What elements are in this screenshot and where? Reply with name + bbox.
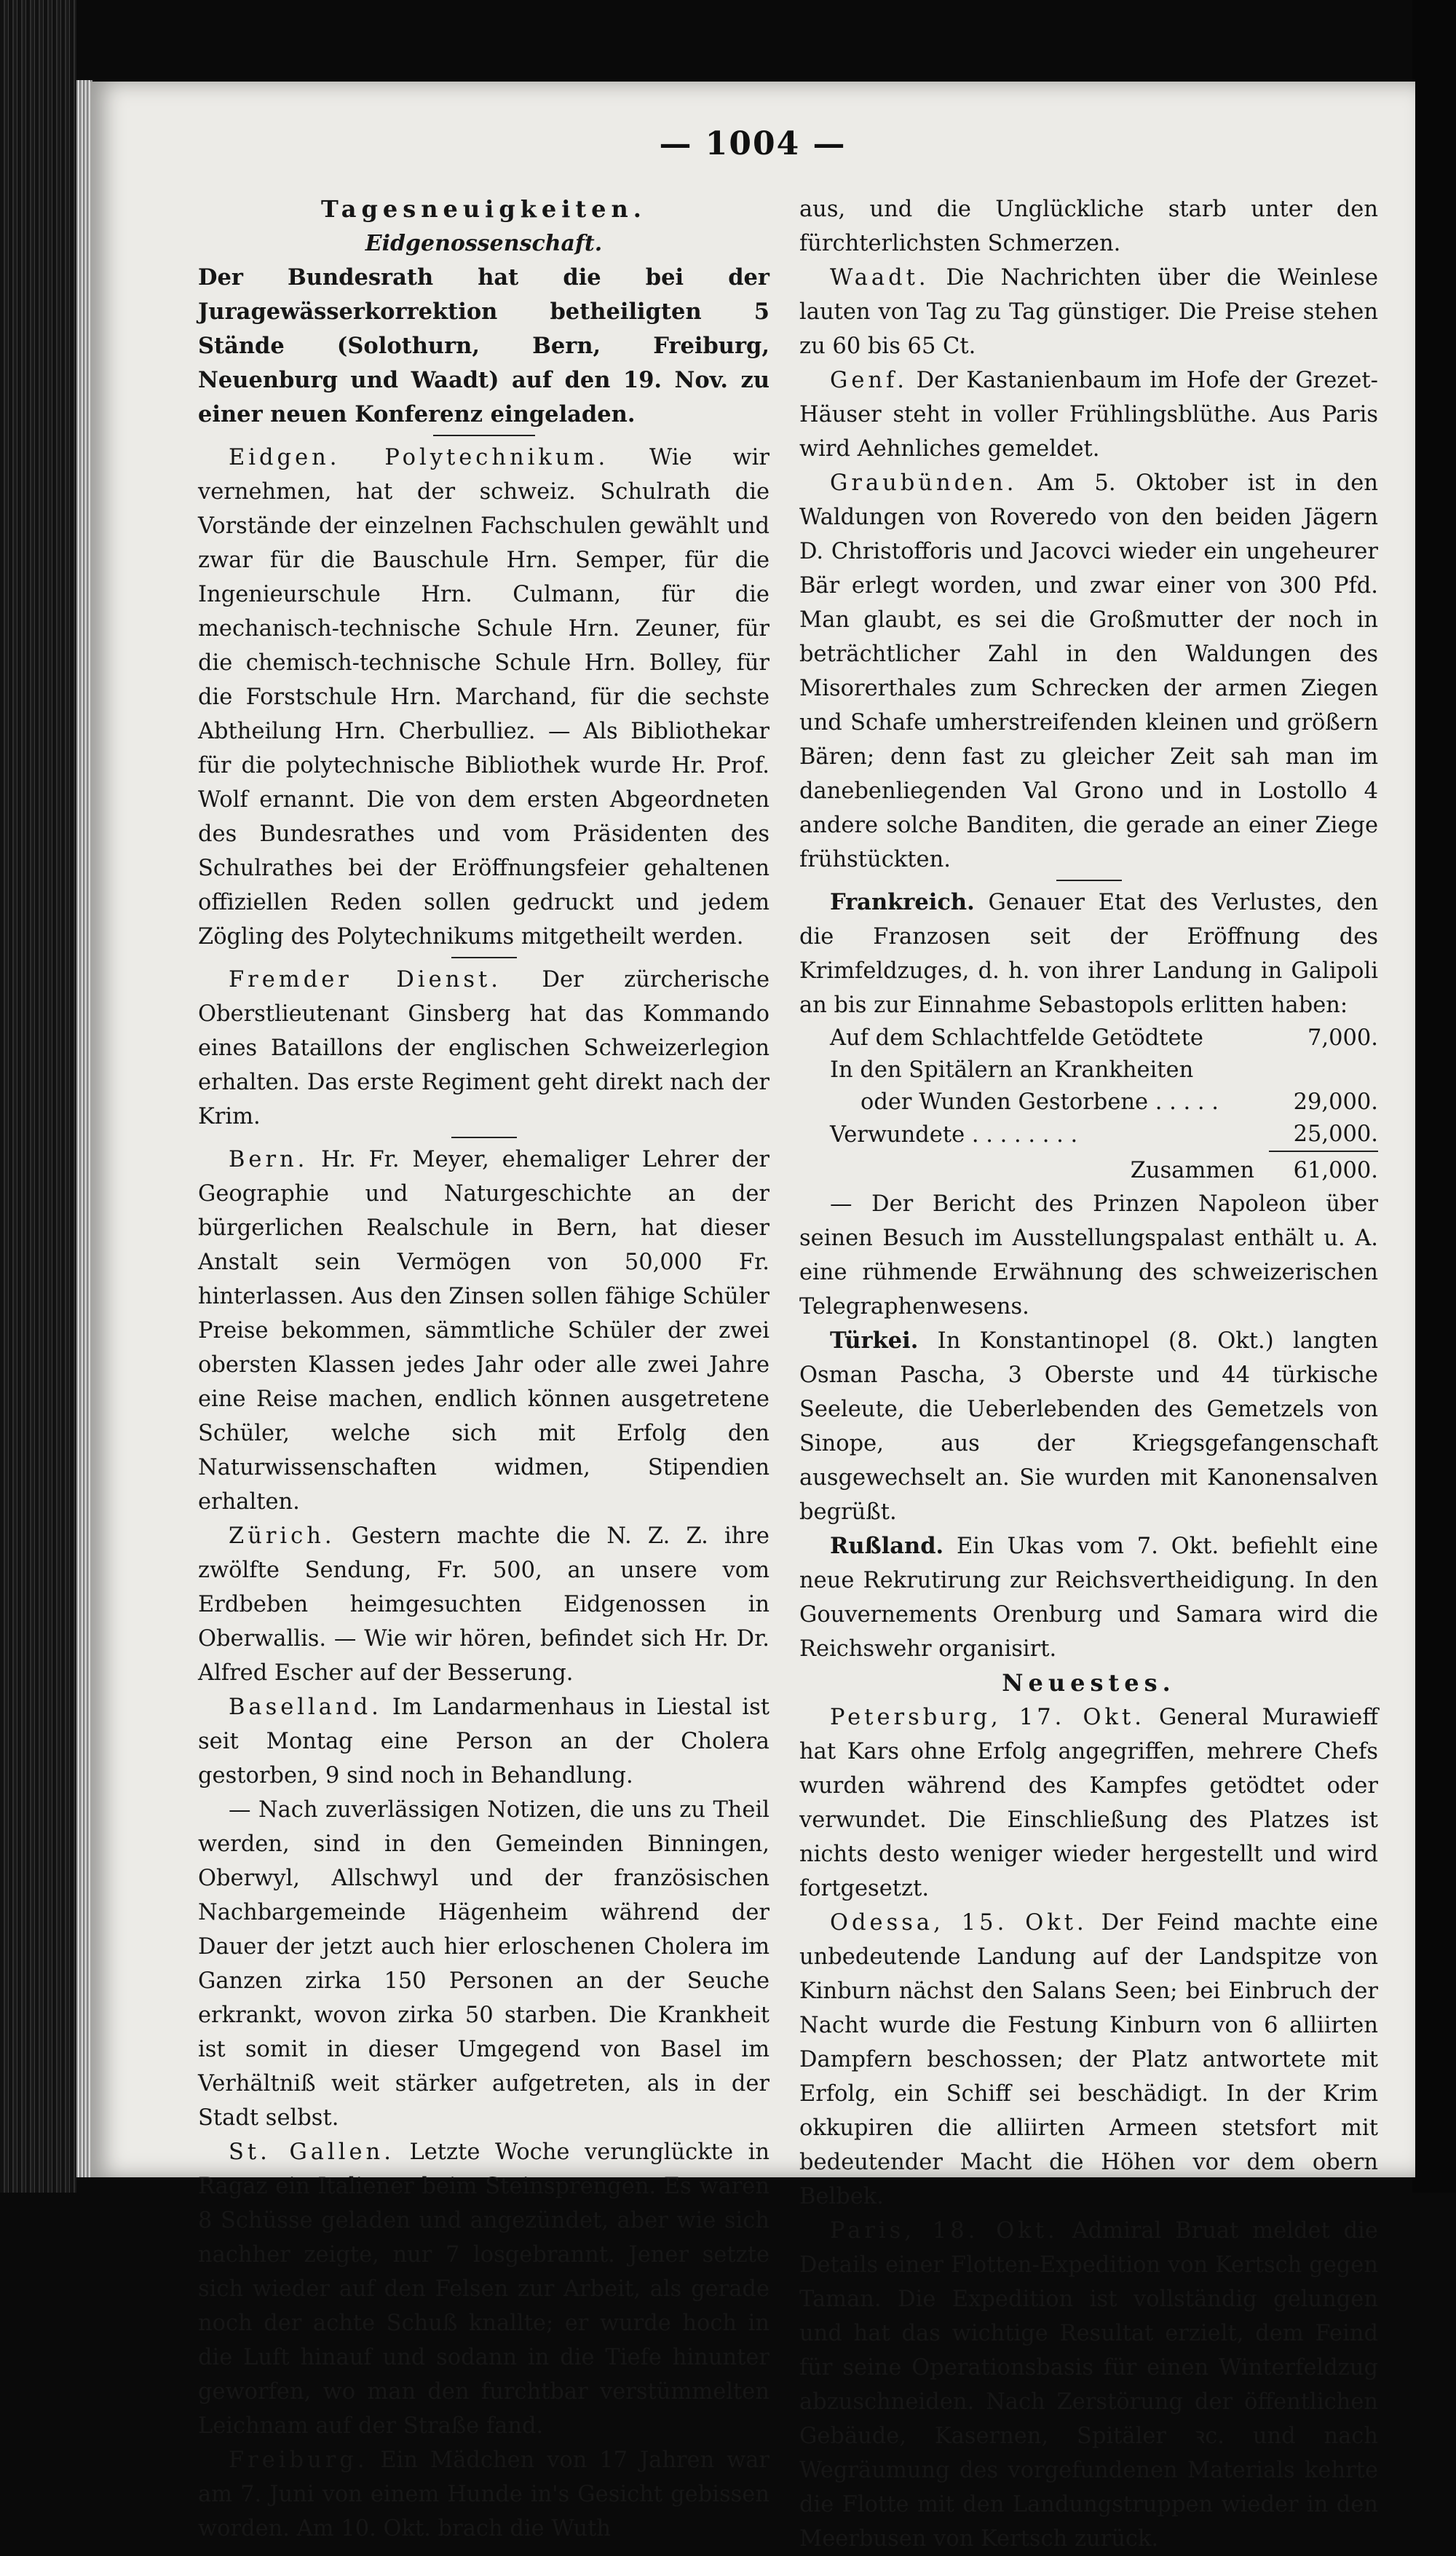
article-paris xyxy=(799,2214,1378,2556)
article-body: Admiral Bruat meldet die Details einer Flotten-Expedition von Kertsch gegen Taman. Die Expedition ist vollständig gelungen und hat das wichtige Resultat erzielt, dem Feind für seine Operationsbasis für einen Winterfeldzug abzuschneiden. Nach Zerstörung der öffentlichen Gebäude, Kasernen, Spitäler ꝛc. und nach Wegräumung des vorgefundenen Materials kehrte die Flotte mit den Landungstruppen wieder in den Meerbusen von Kertsch zurück. xyxy=(799,2218,1378,2552)
article-lead: Graubünden. xyxy=(830,470,1018,496)
article-waadt xyxy=(799,261,1378,363)
article-russland xyxy=(799,1529,1378,1666)
article-body: Der Kastanienbaum im Hofe der Grezet-Häuser steht in voller Frühlingsblüthe. Aus Paris wird Aehnliches gemeldet. xyxy=(799,368,1378,462)
divider xyxy=(451,1137,517,1138)
loss-value: 25,000. xyxy=(1293,1121,1378,1147)
article-body: Wie wir vernehmen, hat der schweiz. Schulrath die Vorstände der einzelnen Fachschulen gewählt und zwar für die Bauschule Hrn. Semper, für die Ingenieurschule Hrn. Culmann, für die mechanisch-technische Schule Hrn. Zeuner, für die chemisch-technische Schule Hrn. Bolley, für die Forstschule Hrn. Marchand, für die sechste Abtheilung Hrn. Cherbulliez. — Als Bibliothekar für die polytechnische Bibliothek wurde Hr. Prof. Wolf ernannt. Die von dem ersten Abgeordneten des Bundesrathes und vom Präsidenten des Schulrathes bei der Eröffnungsfeier gehaltenen offiziellen Reden sollen gedruckt und jedem Zögling des Polytechnikums mitgetheilt werden. xyxy=(198,445,769,950)
left-column xyxy=(198,192,769,2546)
article-lead: Zürich. xyxy=(229,1523,336,1549)
divider xyxy=(1056,880,1122,881)
book-binding xyxy=(0,0,76,2193)
article-lead: Rußland. xyxy=(830,1533,944,1559)
article-lead: Baselland. xyxy=(229,1695,382,1720)
article-fremder-dienst xyxy=(198,963,769,1134)
article-lead: Odessa, 15. Okt. xyxy=(830,1910,1088,1936)
table-row xyxy=(799,1086,1378,1119)
article-st-gallen xyxy=(198,2135,769,2443)
article-body: Ein Mädchen von 17 Jahren war am 7. Juni von einem Hunde in's Gesicht gebissen worden. Am 10. Okt. brach die Wuth xyxy=(198,2447,769,2541)
loss-label: Verwundete . . . . . . . . xyxy=(830,1121,1078,1148)
article-lead: Frankreich. xyxy=(830,889,975,915)
article-napoleon: — Der Bericht des Prinzen Napoleon über seinen Besuch im Ausstellungspalast enthält u. A. eine rühmende Erwähnung des schweizerischen Telegraphenwesens. xyxy=(799,1191,1378,1320)
table-row-total xyxy=(799,1151,1378,1187)
article-lead: Petersburg, 17. Okt. xyxy=(830,1705,1145,1730)
article-bern xyxy=(198,1143,769,1519)
article-graubuenden xyxy=(799,466,1378,877)
article-baselland xyxy=(198,1690,769,1793)
loss-total-label: Zusammen xyxy=(1130,1157,1254,1183)
article-body: Hr. Fr. Meyer, ehemaliger Lehrer der Geographie und Naturgeschichte an der bürgerlichen Realschule in Bern, hat dieser Anstalt sein Vermögen von 50,000 Fr. hinterlassen. Aus den Zinsen sollen fähige Schüler Preise bekommen, sämmtliche Schüler der zwei obersten Klassen jedes Jahr oder alle zwei Jahre eine Reise machen, endlich können ausgetretene Schüler, welche sich mit Erfolg den Naturwissenschaften widmen, Stipendien erhalten. xyxy=(198,1147,769,1515)
loss-total-value: 61,000. xyxy=(1269,1151,1378,1187)
divider xyxy=(451,957,517,958)
article-body: General Murawieff hat Kars ohne Erfolg angegriffen, mehrere Chefs wurden während des Kampfes getödtet oder verwundet. Die Einschließung des Platzes ist nichts desto weniger wieder hergestellt und wird fortgesetzt. xyxy=(799,1705,1378,1901)
article-body: Der zürcherische Oberstlieutenant Ginsberg hat das Kommando eines Bataillons der englischen Schweizerlegion erhalten. Das erste Regiment geht direkt nach der Krim. xyxy=(198,967,769,1129)
article-lead: Waadt. xyxy=(830,265,930,291)
article-tuerkei xyxy=(799,1324,1378,1529)
newspaper-page xyxy=(90,82,1415,2552)
article-genf xyxy=(799,363,1378,466)
article-odessa xyxy=(799,1906,1378,2214)
article-body: Der Feind machte eine unbedeutende Landung auf der Landspitze von Kinburn nächst den Salans Seen; bei Einbruch der Nacht wurde die Festung Kinburn von 6 alliirten Dampfern beschossen; der Platz antwortete mit Erfolg, ein Schiff sei beschädigt. In der Krim okkupiren die alliirten Armeen stetsfort mit bedeutender Macht die Höhen vor dem obern Belbek. xyxy=(799,1910,1378,2209)
loss-value: 29,000. xyxy=(1293,1089,1378,1115)
article-freiburg xyxy=(198,2443,769,2546)
table-row xyxy=(799,1022,1378,1054)
article-lead: Genf. xyxy=(830,368,908,393)
article-polytechnikum xyxy=(198,441,769,954)
article-body: Am 5. Oktober ist in den Waldungen von Roveredo von den beiden Jägern D. Christofforis und Jacovci wieder ein ungeheurer Bär erlegt worden, und zwar einer von 300 Pfd. Man glaubt, es sei die Großmutter der noch in beträchtlicher Zahl in den Waldungen des Misorerthales zum Schrecken der armen Ziegen und Schafe umherstreifenden kleinen und größern Bären; denn fast zu gleicher Zeit sah man im danebenliegenden Val Grono und in Lostollo 4 andere solche Banditen, die gerade an einer Ziege frühstückten. xyxy=(799,470,1378,872)
article-body: In Konstantinopel (8. Okt.) langten Osman Pascha, 3 Oberste und 44 türkische Seeleute, die Ueberlebenden des Gemetzels von Sinope, aus der Kriegsgefangenschaft ausgewechselt an. Sie wurden mit Kanonensalven begrüßt. xyxy=(799,1328,1378,1525)
article-lead: Eidgen. Polytechnikum. xyxy=(229,445,609,470)
article-frankreich xyxy=(799,885,1378,1022)
article-lead: Freiburg. xyxy=(229,2447,368,2473)
loss-label: In den Spitälern an Krankheiten xyxy=(830,1057,1194,1083)
article-freiburg-continued: aus, und die Unglückliche starb unter den fürchterlichsten Schmerzen. xyxy=(799,197,1378,256)
article-bundesrath: Der Bundesrath hat die bei der Juragewässerkorrektion betheiligten 5 Stände (Solothurn, Bern, Freiburg, Neuenburg und Waadt) auf den 19. Nov. zu einer neuen Konferenz eingeladen. xyxy=(198,264,769,427)
article-body: Im Landarmenhaus in Liestal ist seit Montag eine Person an der Cholera gestorben, 9 sind noch in Behandlung. xyxy=(198,1695,770,1788)
article-lead: Bern. xyxy=(229,1147,309,1172)
article-zuerich xyxy=(198,1519,769,1690)
section-heading: Tagesneuigkeiten. xyxy=(321,195,646,223)
right-margin-dark xyxy=(1412,0,1456,2193)
loss-label: Auf dem Schlachtfelde Getödtete xyxy=(830,1025,1203,1051)
article-baselland-cholera: — Nach zuverlässigen Notizen, die uns zu Theil werden, sind in den Gemeinden Binningen, Oberwyl, Allschwyl und der französischen Nachbargemeinde Hägenheim während der Dauer der jetzt auch hier erloschenen Cholera im Ganzen zirka 150 Personen an der Seuche erkrankt, wovon zirka 50 starben. Die Krankheit ist somit in dieser Umgegend von Basel im Verhältniß weit stärker aufgetreten, als in der Stadt selbst. xyxy=(198,1797,769,2131)
page-number: — 1004 — xyxy=(659,125,847,162)
article-body: Gestern machte die N. Z. Z. ihre zwölfte Sendung, Fr. 500, an unsere vom Erdbeben heimgesuchten Eidgenossen in Oberwallis. — Wie wir hören, befindet sich Hr. Dr. Alfred Escher auf der Besserung. xyxy=(198,1523,769,1686)
losses-table xyxy=(799,1022,1378,1187)
article-body: Letzte Woche verunglückte in Ragaz ein Italiener beim Steinsprengen. Es waren 8 Schüsse geladen und angezündet, aber wie sich nachher zeigte, nur 7 losgebrannt. Jener setzte sich wieder auf den Felsen zur Arbeit, als gerade noch der achte Schuß knallte; er wurde hoch in die Luft hinauf und sodann in die Tiefe hinunter geworfen, wo man den furchtbar verstümmelten Leichnam auf der Straße fand. xyxy=(198,2139,769,2439)
article-body: Genauer Etat des Verlustes, den die Franzosen seit der Eröffnung des Krimfeldzuges, d. h. von ihrer Landung in Galipoli an bis zur Einnahme Sebastopols erlitten haben: xyxy=(799,890,1378,1018)
article-petersburg xyxy=(799,1700,1378,1906)
loss-value: 7,000. xyxy=(1307,1025,1378,1051)
loss-value xyxy=(1269,1054,1378,1086)
table-row xyxy=(799,1119,1378,1151)
article-body: Ein Ukas vom 7. Okt. befiehlt eine neue Rekrutirung zur Reichsvertheidigung. In den Gouvernements Orenburg und Samara wird die Reichswehr organisirt. xyxy=(799,1534,1378,1662)
neuestes-heading: Neuestes. xyxy=(1002,1669,1176,1697)
right-column xyxy=(799,192,1378,2556)
divider xyxy=(433,435,535,436)
article-body: Die Nachrichten über die Weinlese lauten von Tag zu Tag günstiger. Die Preise stehen zu 60 bis 65 Ct. xyxy=(799,265,1378,359)
table-row xyxy=(799,1054,1378,1086)
section-subheading: Eidgenossenschaft. xyxy=(365,231,603,256)
article-lead: St. Gallen. xyxy=(229,2139,395,2165)
article-lead: Fremder Dienst. xyxy=(229,967,502,993)
article-lead: Paris, 18. Okt. xyxy=(830,2218,1059,2244)
loss-label: oder Wunden Gestorbene . . . . . xyxy=(860,1089,1219,1115)
article-lead: Türkei. xyxy=(830,1328,919,1354)
